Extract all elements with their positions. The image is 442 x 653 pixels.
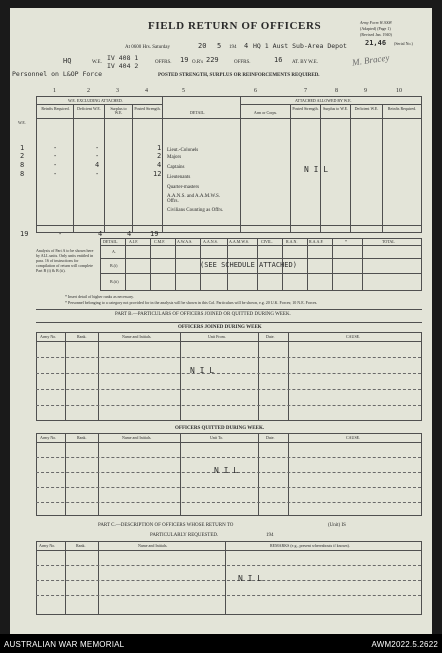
att-by-we-label: AT. BY W.E. <box>292 60 318 65</box>
year-digit: 4 <box>244 42 249 50</box>
joined-header: Date. <box>266 334 275 339</box>
offrs-value-1: 19 <box>180 56 189 64</box>
we-value: 1 <box>20 144 25 152</box>
signature: M. Bracey <box>351 52 390 68</box>
serial-number: 21,46 <box>365 39 387 47</box>
analysis-header: A.A.N.S. <box>203 239 218 244</box>
personnel-label: Personnel on L&OP Force <box>12 70 103 78</box>
part-b-title: PART B.—PARTICULARS OF OFFICERS JOINED OR QUITTED DURING WEEK. <box>115 312 291 317</box>
form-title: FIELD RETURN OF OFFICERS <box>148 20 322 32</box>
we-excl-heading: W.E. EXCLUDING ATTACHED. <box>68 98 123 103</box>
analysis-row-label: B.(ii) <box>110 279 119 284</box>
total-value: - <box>58 230 63 238</box>
reinfts-value: - <box>53 161 58 169</box>
analysis-note: Analysis of Part A to be shown here by ALL units. Only units entitled in para. 16 of instructions for compilation of return will complete Part B (i) & B (ii). <box>36 248 94 273</box>
rank-label: A.A.N.S. and A.A.M.W.S. Offrs. <box>167 194 221 204</box>
we-line-1: IV 408 1 <box>107 54 139 62</box>
return-day: 20 <box>198 42 207 50</box>
form-id: Army Form W.3008 <box>360 20 392 25</box>
col-num: 5 <box>182 88 185 94</box>
quitted-header: Rank. <box>77 435 87 440</box>
unit-name: HQ 1 Aust Sub-Area Depot <box>253 42 347 50</box>
joined-header: Unit From. <box>208 334 226 339</box>
col-num: 3 <box>116 88 119 94</box>
col-num: 8 <box>335 88 338 94</box>
at-hours-label: At 0600 Hrs. Saturday <box>125 45 170 50</box>
col-header: Arm or Corps. <box>253 110 278 115</box>
joined-title: OFFICERS JOINED DURING WEEK <box>178 325 262 330</box>
analysis-header: R.A.A.F. <box>309 239 324 244</box>
ors-value-1: 229 <box>206 56 219 64</box>
ors-value-2: 16 <box>274 56 283 64</box>
col-num: 9 <box>364 88 367 94</box>
we-value: 8 <box>20 170 25 178</box>
posted-value: 4 <box>157 161 162 169</box>
attached-nil: N I L <box>304 165 329 174</box>
analysis-header: C.M.F. <box>154 239 166 244</box>
serial-label: (Serial No.) <box>394 41 413 46</box>
col-num: 1 <box>53 88 56 94</box>
joined-header: Name and Initials. <box>122 334 152 339</box>
attached-heading: ATTACHED ALLOWED BY W.E. <box>295 98 352 103</box>
part-c-unit-suffix: (Unit) IS <box>328 523 346 528</box>
we-label: W.E. <box>92 60 102 65</box>
col-header: Reinfts Required. <box>387 106 417 111</box>
total-value: 4 <box>127 230 132 238</box>
analysis-header: R.A.N. <box>286 239 298 244</box>
rank-label: Quarter-masters <box>167 185 200 190</box>
we-line-2: IV 404 2 <box>107 62 139 70</box>
col-num: 2 <box>87 88 90 94</box>
col-num: 4 <box>145 88 148 94</box>
total-value: 19 <box>150 230 159 238</box>
part-c-header: Rank. <box>76 543 86 548</box>
joined-header: CAUSE. <box>346 334 361 339</box>
part-c-title-2: PARTICULARLY REQUESTED. <box>150 533 219 538</box>
joined-header: Army No. <box>40 334 57 339</box>
quitted-nil: N I L <box>214 466 239 475</box>
hq-label: HQ <box>63 57 72 65</box>
col-header: Surplus to W.E. <box>322 106 349 111</box>
rank-label: Civilians Counting as Offrs. <box>167 208 224 213</box>
part-c-nil: N I L <box>238 574 263 583</box>
col-header: Reinfts Required. <box>41 106 70 111</box>
offrs-label-2: OFFRS. <box>234 60 251 65</box>
detail-heading: DETAIL. <box>190 110 206 115</box>
total-value: 19 <box>20 230 29 238</box>
document-page <box>10 8 432 634</box>
archive-name: AUSTRALIAN WAR MEMORIAL <box>4 640 125 649</box>
posted-value: 12 <box>153 170 162 178</box>
quitted-title: OFFICERS QUITTED DURING WEEK. <box>175 426 265 431</box>
analysis-header: * <box>345 239 347 244</box>
part-c-title-1: PART C.—DESCRIPTION OF OFFICERS WHOSE RETURN TO <box>98 523 234 528</box>
part-c-header: Army No. <box>39 543 56 548</box>
quitted-header: Date. <box>266 435 275 440</box>
see-schedule: (SEE SCHEDULE ATTACHED) <box>200 261 297 269</box>
col-header: Deficient W.E. <box>354 106 379 111</box>
footnote-2: * Personnel belonging to a category not provided for in the analysis will be shown in this Col. Particulars will be shown, e.g. 20 U.K. Forces; 10 N.E. Forces. <box>65 300 318 305</box>
part-c-header: REMARKS (e.g., present whereabouts if known). <box>270 543 350 548</box>
reinfts-value: - <box>53 152 58 160</box>
rank-label: Lieut.-Colonels <box>167 148 199 153</box>
archive-reference: AWM2022.5.2622 <box>371 640 438 649</box>
rank-label: Lieutenants <box>167 175 191 180</box>
reinfts-value: - <box>53 144 58 152</box>
analysis-header: A.A.M.W.S. <box>229 239 249 244</box>
we-value: 2 <box>20 152 25 160</box>
we-row-label: W.E. <box>18 120 26 125</box>
joined-nil: N I L <box>190 366 215 375</box>
part-c-header: Name and Initials. <box>138 543 168 548</box>
col-header: Deficient W.E. <box>77 106 101 111</box>
form-revised: (Revised Jan. 1940) <box>360 32 392 37</box>
strength-heading: POSTED STRENGTH, SURPLUS OR REINFORCEMENTS REQUIRED. <box>158 73 320 78</box>
col-num: 6 <box>254 88 257 94</box>
analysis-row-label: A. <box>112 249 116 254</box>
archive-footer <box>0 634 442 653</box>
quitted-header: Army No. <box>40 435 57 440</box>
col-header: Posted Strength. <box>292 106 319 111</box>
footnote-1: * Insert detail of higher ranks as necessary. <box>65 294 134 299</box>
analysis-header: A.W.A.S. <box>177 239 193 244</box>
surplus-value: - <box>95 152 100 160</box>
surplus-value: - <box>95 170 100 178</box>
surplus-value: - <box>95 144 100 152</box>
we-value: 8 <box>20 161 25 169</box>
col-header: Posted Strength. <box>134 106 161 111</box>
col-num: 10 <box>396 88 402 94</box>
ors-label-1: O.R's <box>192 60 204 65</box>
quitted-header: Unit To. <box>210 435 224 440</box>
quitted-header: CAUSE. <box>346 435 361 440</box>
rank-label: Captains <box>167 165 185 170</box>
posted-value: 2 <box>157 152 162 160</box>
form-adapted: (Adapted) (Page 1) <box>360 26 391 31</box>
total-value: 4 <box>98 230 103 238</box>
col-header: Surplus to W.E. <box>110 106 127 115</box>
offrs-label-1: OFFRS. <box>155 60 172 65</box>
analysis-header: CIVIL. <box>261 239 273 244</box>
analysis-header: A.I.F. <box>129 239 139 244</box>
analysis-header: DETAIL. <box>103 239 119 244</box>
col-num: 7 <box>304 88 307 94</box>
analysis-row-label: B.(i) <box>110 263 118 268</box>
reinfts-value: - <box>53 170 58 178</box>
return-month: 5 <box>217 42 222 50</box>
year-prefix: 194 <box>229 45 237 50</box>
surplus-value: 4 <box>95 161 100 169</box>
part-c-year: 194 <box>266 533 274 538</box>
rank-label: Majors <box>167 155 182 160</box>
joined-header: Rank. <box>77 334 87 339</box>
quitted-header: Name and Initials. <box>122 435 152 440</box>
analysis-header: TOTAL <box>382 239 395 244</box>
posted-value: 1 <box>157 144 162 152</box>
